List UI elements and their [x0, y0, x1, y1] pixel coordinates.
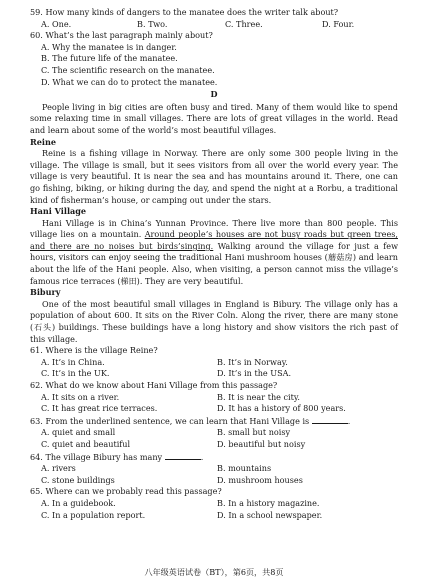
- answer-blank: [165, 451, 201, 460]
- option-b: B. It is near the city.: [217, 391, 300, 402]
- question-62-options-row2: [41, 403, 398, 415]
- option-d: D. It’s in the USA.: [217, 368, 292, 379]
- question-62: 62. What do we know about Hani Village from this passage?: [30, 380, 278, 390]
- option-c: C. Three.: [225, 18, 263, 29]
- subheading-bibury: Bibury: [30, 287, 61, 298]
- option-b: B. mountains: [217, 463, 272, 474]
- answer-blank: [312, 415, 348, 424]
- option-d: D. Four.: [322, 18, 355, 29]
- option-d: D. It has a history of 800 years.: [217, 403, 346, 414]
- option-c: C. The scientific research on the manatee.: [41, 64, 215, 75]
- option-a: A. rivers: [41, 463, 76, 474]
- option-c: C. It’s in the UK.: [41, 368, 110, 379]
- subheading-reine: Reine: [30, 136, 56, 147]
- question-63-options-row1: [41, 427, 398, 439]
- question-63: 63. From the underlined sentence, we can learn that Hani Village is .: [30, 415, 351, 426]
- question-65: 65. Where can we probably read this passage?: [30, 486, 222, 497]
- option-d: D. In a school newspaper.: [217, 509, 323, 520]
- option-c: C. It has great rice terraces.: [41, 403, 158, 414]
- question-60: 60. What’s the last paragraph mainly about?: [30, 30, 213, 41]
- question-65-options-row2: [41, 510, 398, 522]
- option-d: D. mushroom houses: [217, 474, 303, 485]
- option-b: B. The future life of the manatee.: [41, 53, 178, 64]
- question-61: 61. Where is the village Reine?: [30, 345, 158, 356]
- option-a: A. One.: [41, 18, 72, 29]
- question-61-options-row2: [41, 368, 398, 380]
- option-a: A. In a guidebook.: [41, 497, 116, 508]
- question-59-options: [41, 19, 398, 31]
- bibury-paragraph: One of the most beautiful small villages in England is Bibury. The village only has a population of about 600. It sits on the River Coln. Along the river, there are many stone (石头) buildings. These buildings have a long history and show visitors the rich past of this village.: [30, 298, 398, 344]
- option-b: B. Two.: [137, 18, 168, 29]
- exam-page: [30, 7, 398, 521]
- intro-paragraph: People living in big cities are often busy and tired. Many of them would like to spend some relaxing time in small villages. There are lots of great villages in the world. Read and learn about some of the world’s most beautiful villages.: [30, 101, 398, 135]
- question-62-options-row1: [41, 392, 398, 404]
- question-65-options-row1: [41, 498, 398, 510]
- question-63-options-row2: [41, 439, 398, 451]
- option-d: D. What we can do to protect the manatee.: [41, 76, 218, 87]
- hani-paragraph: Hani Village is in China’s Yunnan Province. There live more than 800 people. This village lies on a mountain. Around people’s houses are not busy roads but green trees, and there are no noises but birds’singing. Walking around the village for just a few hours, visitors can enjoy seeing the traditional Hani mushroom houses (蘑菇房) and learn about the life of the Hani people. Also, when visiting, a person cannot miss the village’s famous rice terraces (梯田). They are very beautiful.: [30, 217, 399, 286]
- option-c: C. In a population report.: [41, 509, 146, 520]
- question-64-options-row1: [41, 463, 398, 475]
- option-a: A. Why the manatee is in danger.: [41, 41, 177, 52]
- section-heading: D: [210, 89, 218, 100]
- question-61-options-row1: [41, 357, 398, 369]
- question-64: 64. The village Bibury has many .: [30, 451, 204, 462]
- option-c: C. stone buildings: [41, 474, 115, 485]
- question-59: 59. How many kinds of dangers to the manatee does the writer talk about?: [30, 7, 339, 17]
- question-64-options-row2: [41, 475, 398, 487]
- option-b: B. It’s in Norway.: [217, 356, 288, 367]
- option-a: A. quiet and small: [41, 427, 116, 438]
- option-a: A. It sits on a river.: [41, 391, 120, 402]
- page-footer: 八年级英语试卷（BT），第6页，共8页: [144, 567, 284, 577]
- reine-paragraph: Reine is a fishing village in Norway. There are only some 300 people living in the village. The village is small, but it sees visitors from all over the world every year. The village is very beautiful. It is near the sea and has mountains around it. There, one can go fishing, biking, or hiking during the day, and spend the night at a Rorbu, a traditional kind of fisherman’s house, or camping out under the stars.: [30, 148, 398, 205]
- option-b: B. In a history magazine.: [217, 497, 320, 508]
- option-a: A. It’s in China.: [41, 356, 105, 367]
- underlined-sentence: Around people’s houses are not busy roads but green trees, and there are no noises but birds’singing.: [30, 229, 398, 251]
- option-c: C. quiet and beautiful: [41, 438, 131, 449]
- subheading-hani: Hani Village: [30, 206, 87, 217]
- option-b: B. small but noisy: [217, 427, 291, 438]
- option-d: D. beautiful but noisy: [217, 438, 306, 449]
